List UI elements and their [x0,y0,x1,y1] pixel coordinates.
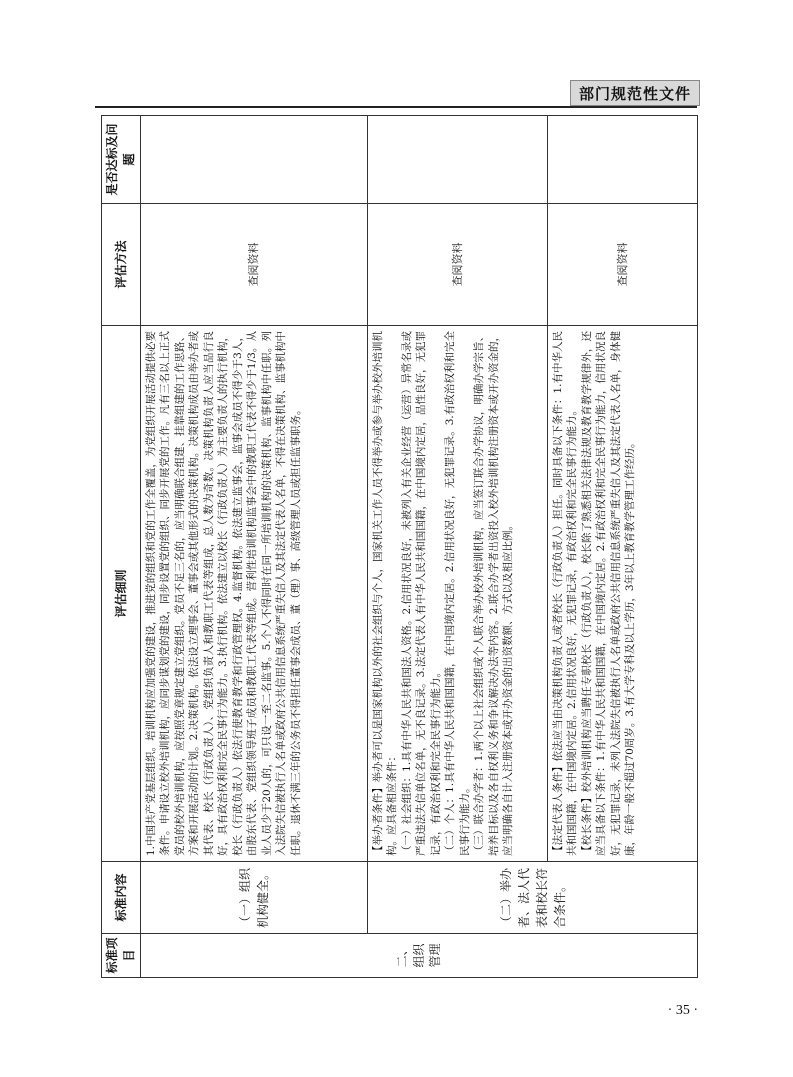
result-cell [548,116,698,204]
detail-paragraph: 1.中国共产党基层组织。培训机构应加强党的建设，推进党的组织和党的工作全覆盖，为党组织开展活动提供必要条件。申请设立校外培训机构，应同步谋划党的建设，同步设置党的组织、同步开展党的工作。凡有三名以上正式党员的校外培训机构，应按照党章规定建立党组织。党员不足三名的，应当明确联合组建、挂靠组建的工作思路、方案和开展活动的计划。2.决策机构。依法设立理事会、董事会或其他形式的决策机构。决策机构成员由举办者或其代表、校长（行政负责人）、党组织负责人和教职工代表等组成，总人数为奇数。决策机构负责人应当品行良好，具有政治权利和完全民事行为能力。3.执行机构。依法建立以校长（行政负责人）为主要负责人的执行机构，校长（行政负责人）依法行使教育教学和行政管理权。4.监督机构。依法建立监事会，监事会成员不得少于3人，由股东代表、党组织领导班子成员和教职工代表等组成。营利性培训机构监事会中的教职工代表不得少于1/3。从业人员少于20人的，可只设一至二名监事。5.个人不得同时在同一所培训机构的决策机构、监事机构中任职。列入法院失信被执行人名单或政府公共信用信息系统严重失信人及其法定代表人名单，不得在决策机构、监事机构中任职。退休不满三年的公务员不得担任董事会成员、董（理）事、高级管理人员或担任监事职务。 [145,331,302,856]
detail-paragraph: （三）联合办学者：1.两个以上社会组织或个人联合举办校外培训机构，应当签订联合办学协议，明确办学宗旨、培养目标以及各自权利义务和争议解决办法等内容。2.联合办学者出资投入校外培训机构注册资本或开办资金的，应当明确各自计入注册资本或开办资金的出资数额、方式以及相应比例。 [473,331,515,856]
header-rule [95,106,697,108]
detail-paragraph: 【校长条件】校外培训机构应当聘任专职校长（行政负责人），校长除了熟悉相关法律法规及教育教学规律外，还应当具备以下条件：1.有中华人民共和国国籍，在中国境内定居。2.有政治权利和完全民事行为能力，信用状况良好，无犯罪记录，未列入法院失信被执行人名单或政府公共信用信息系统严重失信人及其法定代表人名单，身体健康，年龄一般不超过70周岁。3.有大学专科及以上学历，3年以上教育教学管理工作经历。 [580,331,637,856]
page-number: · 35 · [667,1003,698,1018]
table-header-row [102,116,141,978]
detail-paragraph: （二）个人：1.具有中华人民共和国国籍，在中国境内定居。2.信用状况良好，无犯罪记录。3.有政治权利和完全民事行为能力。 [444,331,471,856]
header-detail: 评估细则 [102,326,141,862]
rotated-table-wrapper [101,116,695,978]
standard-content-cell: （二）举办者、法人代表和校长符合条件。 [368,862,698,934]
detail-cell [548,326,698,862]
method-cell: 查阅资料 [368,204,548,326]
method-cell: 查阅资料 [141,204,368,326]
header-item: 标准项目 [102,934,141,978]
header-content: 标准内容 [102,862,141,934]
detail-paragraph: （一）社会组织：1.具有中华人民共和国法人资格。2.信用状况良好，未被列入有关企业经营（运营）异常名录或严重违法失信单位名单，无不良记录。3.法定代表人有中华人民共和国国籍，在中国境内定居，品性良好，无犯罪记录，有政治权利和完全民事行为能力。 [400,331,442,856]
header-result: 是否达标及问题 [102,116,141,204]
result-cell [141,116,368,204]
standard-content-cell: （一）组织机构健全。 [141,862,368,934]
header-method: 评估方法 [102,204,141,326]
table-stage [101,116,695,978]
detail-cell [141,326,368,862]
method-cell: 查阅资料 [548,204,698,326]
detail-paragraph: 【举办者条件】举办者可以是国家机构以外的社会组织与个人，国家机关工作人员不得举办或参与举办校外培训机构。应具备相应条件： [372,331,399,856]
detail-cell [368,326,548,862]
result-cell [368,116,548,204]
detail-paragraph: 【法定代表人条件】依法应当由决策机构负责人或者校长（行政负责人）担任。同时具备以下条件：1.有中华人民共和国国籍，在中国境内定居。2.信用状况良好，无犯罪记录，有政治权利和完全民事行为能力。 [552,331,579,856]
document-type-banner: 部门规范性文件 [570,80,700,106]
category-cell: 二、组织管理 [141,934,698,978]
table-row [548,116,698,978]
table-row [141,116,368,978]
evaluation-table [101,115,698,978]
table-row [368,116,548,978]
